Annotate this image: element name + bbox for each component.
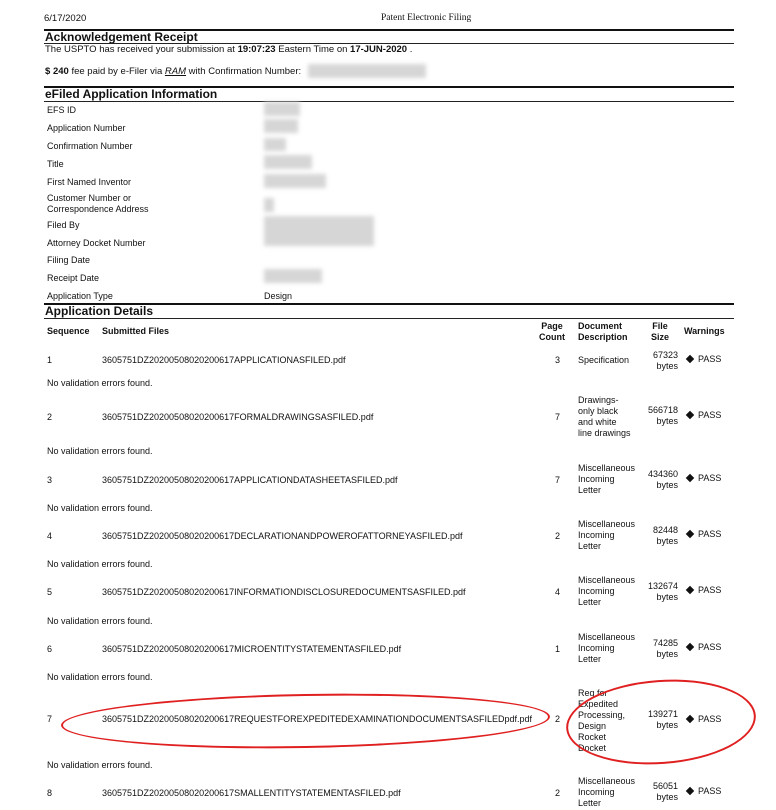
col-description: Document Description bbox=[578, 321, 628, 342]
row-warning: PASS bbox=[698, 473, 722, 483]
row-size: 74285 bytes bbox=[652, 638, 678, 659]
row-pages: 7 bbox=[555, 412, 561, 422]
application-type-value: Design bbox=[264, 291, 293, 301]
row-description: Drawings- only black and white line drawings bbox=[578, 395, 631, 438]
redacted-value bbox=[264, 138, 286, 151]
validation-text: No validation errors found. bbox=[47, 672, 153, 682]
row-description: Miscellaneous Incoming Letter bbox=[578, 632, 636, 664]
validation-text: No validation errors found. bbox=[47, 559, 153, 569]
row-description: Miscellaneous Incoming Letter bbox=[578, 519, 636, 551]
col-page-count: Page Count bbox=[539, 321, 565, 342]
row-file-link[interactable]: 3605751DZ20200508020200617FORMALDRAWINGSASFILED.pdf bbox=[102, 412, 374, 422]
redacted-value bbox=[264, 102, 300, 116]
row-description: Specification bbox=[578, 355, 630, 365]
pass-icon bbox=[686, 411, 694, 419]
row-file-link[interactable]: 3605751DZ20200508020200617MICROENTITYSTATEMENTASFILED.pdf bbox=[102, 644, 402, 654]
pass-icon bbox=[686, 586, 694, 594]
col-file-size: File Size bbox=[650, 321, 669, 342]
redacted-value bbox=[264, 174, 326, 188]
validation-text: No validation errors found. bbox=[47, 446, 153, 456]
row-seq: 2 bbox=[47, 412, 53, 422]
row-description: Miscellaneous Incoming Letter bbox=[578, 575, 636, 607]
validation-text: No validation errors found. bbox=[47, 503, 153, 513]
row-pages: 3 bbox=[555, 355, 561, 365]
row-file-link[interactable]: 3605751DZ20200508020200617DECLARATIONANDPOWEROFATTORNEYASFILED.pdf bbox=[102, 531, 463, 541]
field-label: Filed By bbox=[47, 220, 80, 230]
row-seq: 4 bbox=[47, 531, 53, 541]
row-size: 67323 bytes bbox=[652, 350, 678, 371]
row-file-link[interactable]: 3605751DZ20200508020200617INFORMATIONDISCLOSUREDOCUMENTSASFILED.pdf bbox=[102, 587, 466, 597]
field-label: Title bbox=[47, 159, 64, 169]
col-files: Submitted Files bbox=[102, 326, 170, 336]
row-seq: 5 bbox=[47, 587, 53, 597]
redacted-value bbox=[264, 269, 322, 283]
row-pages: 1 bbox=[555, 644, 561, 654]
row-file-link[interactable]: 3605751DZ20200508020200617REQUESTFOREXPEDITEDEXAMINATIONDOCUMENTSASFILEDpdf.pdf bbox=[102, 714, 533, 724]
validation-text: No validation errors found. bbox=[47, 760, 153, 770]
pass-icon bbox=[686, 643, 694, 651]
validation-text: No validation errors found. bbox=[47, 378, 153, 388]
row-description: Miscellaneous Incoming Letter bbox=[578, 776, 636, 808]
row-description: Miscellaneous Incoming Letter bbox=[578, 463, 636, 495]
validation-text: No validation errors found. bbox=[47, 616, 153, 626]
row-file-link[interactable]: 3605751DZ20200508020200617APPLICATIONDATASHEETASFILED.pdf bbox=[102, 475, 398, 485]
row-warning: PASS bbox=[698, 786, 722, 796]
row-file-link[interactable]: 3605751DZ20200508020200617SMALLENTITYSTATEMENTASFILED.pdf bbox=[102, 788, 401, 798]
field-label: Filing Date bbox=[47, 255, 91, 265]
row-seq: 3 bbox=[47, 475, 53, 485]
divider bbox=[44, 318, 734, 319]
redacted-value bbox=[264, 198, 274, 212]
row-description: Req for Expedited Processing, Design Rocket Docket bbox=[578, 688, 626, 753]
annotation-circle-filename bbox=[61, 690, 551, 753]
row-seq: 8 bbox=[47, 788, 53, 798]
row-file-link[interactable]: 3605751DZ20200508020200617APPLICATIONASFILED.pdf bbox=[102, 355, 346, 365]
field-label: Application Number bbox=[47, 123, 126, 133]
row-size: 566718 bytes bbox=[647, 405, 678, 426]
pass-icon bbox=[686, 474, 694, 482]
receipt-heading: Acknowledgement Receipt bbox=[45, 30, 198, 44]
col-warnings: Warnings bbox=[684, 326, 725, 336]
row-pages: 2 bbox=[555, 714, 561, 724]
row-pages: 7 bbox=[555, 475, 561, 485]
redacted-value bbox=[264, 216, 374, 246]
redacted-value bbox=[264, 119, 298, 133]
row-size: 132674 bytes bbox=[647, 581, 678, 602]
field-label: Attorney Docket Number bbox=[47, 238, 146, 248]
row-pages: 2 bbox=[555, 531, 561, 541]
col-sequence: Sequence bbox=[47, 326, 90, 336]
row-seq: 7 bbox=[47, 714, 53, 724]
row-warning: PASS bbox=[698, 354, 722, 364]
details-heading: Application Details bbox=[45, 304, 154, 318]
row-size: 434360 bytes bbox=[647, 469, 678, 490]
field-label: EFS ID bbox=[47, 105, 77, 115]
pass-icon bbox=[686, 787, 694, 795]
field-label: Customer Number or Correspondence Address bbox=[47, 193, 149, 214]
row-warning: PASS bbox=[698, 642, 722, 652]
row-size: 139271 bytes bbox=[647, 709, 678, 730]
row-warning: PASS bbox=[698, 714, 722, 724]
row-pages: 2 bbox=[555, 788, 561, 798]
row-warning: PASS bbox=[698, 585, 722, 595]
field-label: Application Type bbox=[47, 291, 113, 301]
row-size: 82448 bytes bbox=[652, 525, 678, 546]
pass-icon bbox=[686, 530, 694, 538]
row-warning: PASS bbox=[698, 529, 722, 539]
field-label: Receipt Date bbox=[47, 273, 100, 283]
field-label: Confirmation Number bbox=[47, 141, 133, 151]
row-pages: 4 bbox=[555, 587, 561, 597]
row-warning: PASS bbox=[698, 410, 722, 420]
redacted-value bbox=[264, 155, 312, 169]
divider bbox=[44, 101, 734, 102]
page-title: Patent Electronic Filing bbox=[381, 13, 472, 23]
receipt-line: The USPTO has received your submission at 19:07:23 Eastern Time on 17-JUN-2020 . bbox=[45, 44, 413, 55]
pass-icon bbox=[686, 355, 694, 363]
page-date: 6/17/2020 bbox=[44, 13, 87, 24]
fee-line: $ 240 fee paid by e-Filer via RAM with Confirmation Number: bbox=[45, 66, 302, 77]
efs-heading: eFiled Application Information bbox=[45, 87, 218, 101]
row-seq: 6 bbox=[47, 644, 53, 654]
field-label: First Named Inventor bbox=[47, 177, 132, 187]
row-seq: 1 bbox=[47, 355, 53, 365]
row-size: 56051 bytes bbox=[652, 781, 678, 802]
redacted-confirmation bbox=[308, 64, 426, 78]
